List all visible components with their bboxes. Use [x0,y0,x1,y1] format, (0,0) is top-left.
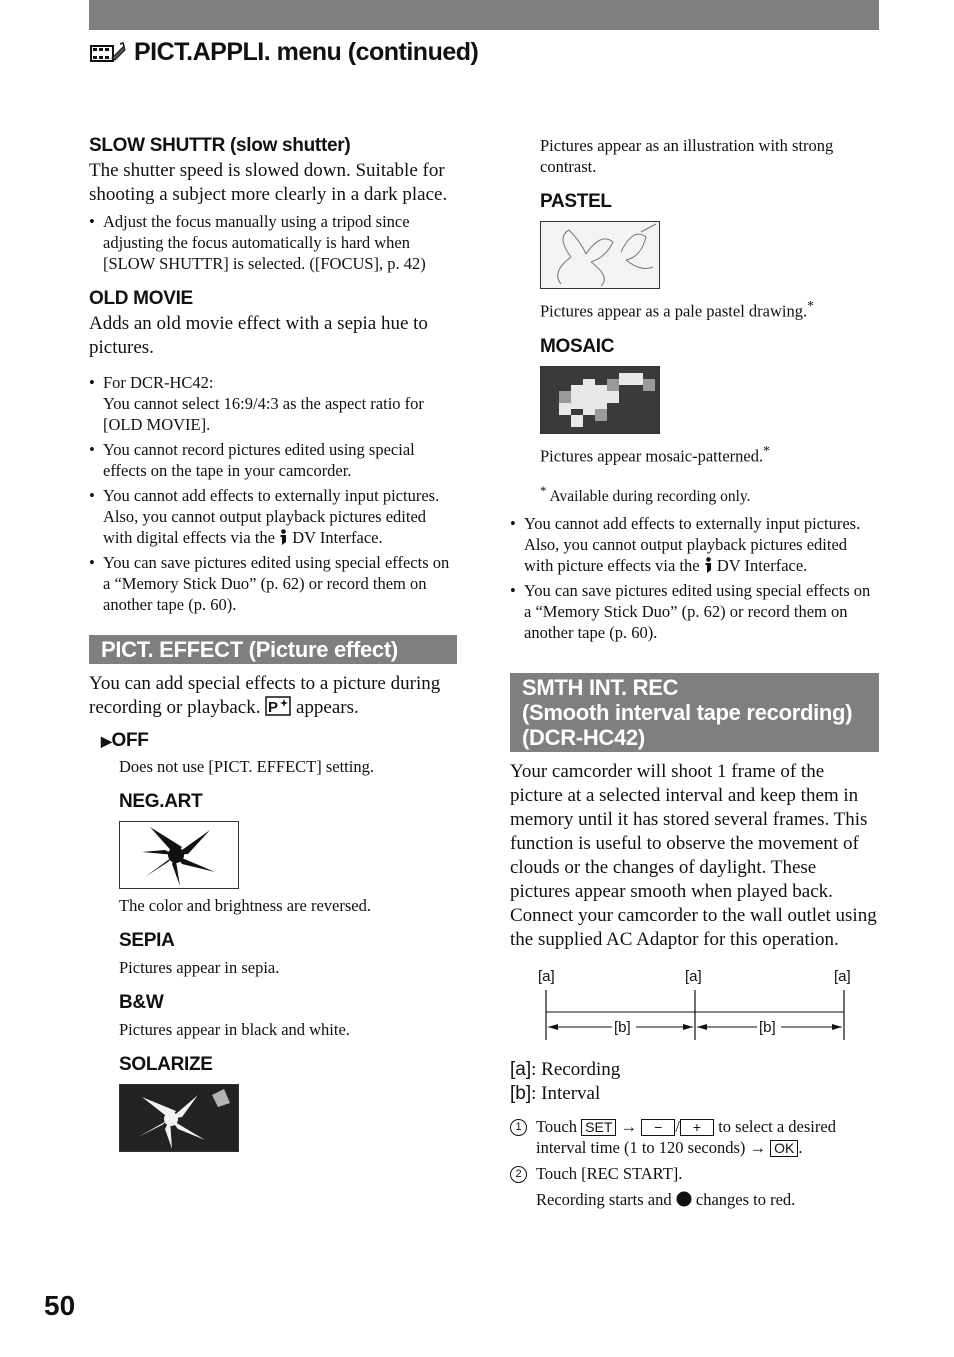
legend-a-key: [a] [510,1059,532,1081]
effect-options [89,730,457,1152]
pastel-desc [540,295,880,322]
off-heading-text: OFF [111,730,149,751]
negart-heading: NEG.ART [119,791,203,812]
step-1: 1 Touch SET → − / + to select a desired interval time (1 to 120 seconds) → OK . [510,1116,880,1158]
step-1-touch: Touch [536,1117,578,1137]
step-1-rest: to select a desired interval time (1 to 120 seconds) [536,1117,836,1158]
pastel-sample-image [540,221,660,289]
arrow-right-icon: → [620,1117,637,1137]
right-effect-options [510,191,880,507]
pict-appli-icon [90,42,126,64]
pict-effect-bar: PICT. EFFECT (Picture effect) [89,635,457,664]
diagram-b-label-1: [b] [614,1019,631,1037]
set-key: SET [581,1119,616,1136]
off-heading [101,730,457,752]
old-movie-bullet-1-line-1: For DCR-HC42: [103,373,214,392]
mosaic-heading: MOSAIC [540,335,615,357]
recording-dot-icon [676,1191,692,1207]
old-movie-bullet-3-suffix: DV Interface. [292,528,383,547]
interval-diagram [510,966,870,1048]
footnote-text: Available during recording only. [549,488,751,506]
step-2-number: 2 [510,1166,527,1183]
mosaic-desc [540,440,880,467]
header-bar [89,0,879,30]
negart-sample-image [119,821,239,889]
mosaic-asterisk: * [763,442,770,458]
right-bullet-1-suffix: DV Interface. [716,556,808,576]
off-desc: Does not use [PICT. EFFECT] setting. [119,757,374,776]
default-arrow-icon: ▶ [101,733,112,749]
right-bullet-1-text: You cannot add effects to externally input pictures. Also, you cannot output playback pictures edited with picture effects via the [524,514,861,576]
pastel-asterisk: * [807,298,814,313]
page-title-text: PICT.APPLI. menu (continued) [134,38,479,66]
plus-key: + [680,1119,714,1136]
i-link-icon [279,529,288,545]
old-movie-desc: Adds an old movie effect with a sepia hue to pictures. [89,313,428,358]
solarize-heading: SOLARIZE [119,1054,213,1075]
legend-b [510,1082,880,1106]
minus-key: − [641,1119,675,1136]
left-column [89,135,457,1152]
legend-b-text: : Interval [531,1083,601,1105]
step-2-sub-text: Recording starts and [536,1190,672,1210]
solarize-sample-image [119,1084,239,1152]
footnote-asterisk: * [540,483,547,498]
smth-bar-line-2: (Smooth interval tape recording) [522,700,853,726]
i-link-icon [704,557,713,573]
diagram-a-label-2: [a] [685,968,702,986]
right-bullet-1 [510,513,880,576]
pict-effect-intro-text: You can add special effects to a picture during recording or playback. [89,673,441,718]
old-movie-bullet-2: • You cannot record pictures edited using special effects on the tape in your camcorder. [89,439,457,481]
diagram-b-label-2: [b] [759,1019,776,1037]
old-movie-bullet-4: • You can save pictures edited using special effects on a “Memory Stick Duo” (p. 62) or record them on another tape (p. 60). [89,552,457,615]
step-2 [510,1163,880,1210]
mosaic-desc-text: Pictures appear mosaic-patterned. [540,446,764,465]
footnote [540,480,880,507]
smth-bar-line-3: (DCR-HC42) [522,725,645,751]
old-movie-heading: OLD MOVIE [89,288,193,309]
solarize-desc: Pictures appear as an illustration with strong contrast. [540,136,834,176]
page-title [90,38,478,67]
smth-bar-line-1: SMTH INT. REC [522,675,679,701]
pict-effect-intro-suffix: appears. [295,697,359,718]
pastel-desc-text: Pictures appear as a pale pastel drawing. [540,301,808,321]
mosaic-sample-image [540,366,660,434]
picture-effect-indicator-icon [265,696,291,716]
bw-desc: Pictures appear in black and white. [119,1020,350,1039]
old-movie-bullet-1-line-2: You cannot select 16:9/4:3 as the aspect ratio for [OLD MOVIE]. [103,394,424,434]
diagram-a-label-1: [a] [538,968,555,986]
sepia-desc: Pictures appear in sepia. [119,958,280,977]
pict-effect-intro [89,672,457,720]
legend-b-key: [b] [510,1083,532,1105]
right-column [510,135,880,1210]
negart-desc: The color and brightness are reversed. [119,896,371,915]
smth-desc: Your camcorder will shoot 1 frame of the picture at a selected interval and keep them in memory until it has stored several frames. This function is useful to observe the movement of clouds or the changes of daylight. These pictures appear smooth when played back. Connect your camcorder to the wall outlet using the supplied AC Adaptor for this operation. [510,761,877,951]
step-2-text: Touch [REC START]. [536,1164,683,1184]
step-2-sub-suffix: changes to red. [695,1190,796,1210]
slow-shuttr-bullet: • Adjust the focus manually using a tripod since adjusting the focus automatically is hard when [SLOW SHUTTR] is selected. ([FOCUS], p. 42) [89,211,457,274]
svg-text:P: P [268,699,279,716]
smth-int-rec-bar [510,673,879,752]
slow-shuttr-desc: The shutter speed is slowed down. Suitable for shooting a subject more clearly in a dark place. [89,160,448,205]
old-movie-bullet-3-text: You cannot add effects to externally input pictures. Also, you cannot output playback pictures edited with digital effects via the [103,486,440,547]
sepia-heading: SEPIA [119,930,175,951]
legend-a [510,1058,880,1082]
old-movie-bullet-1 [89,372,457,435]
pastel-heading: PASTEL [540,191,612,212]
arrow-right-icon: → [749,1138,767,1158]
diagram-legend [510,1058,880,1106]
bw-heading: B&W [119,992,164,1013]
step-1-number: 1 [510,1119,527,1136]
ok-key: OK [770,1140,798,1157]
step-2-sub [536,1189,880,1210]
right-bullet-2: • You can save pictures edited using special effects on a “Memory Stick Duo” (p. 62) or record them on another tape (p. 60). [510,580,880,643]
diagram-a-label-3: [a] [834,968,851,986]
slow-shuttr-heading: SLOW SHUTTR (slow shutter) [89,135,351,156]
legend-a-text: : Recording [531,1059,621,1081]
old-movie-bullet-3 [89,485,457,548]
page-number: 50 [44,1290,76,1321]
